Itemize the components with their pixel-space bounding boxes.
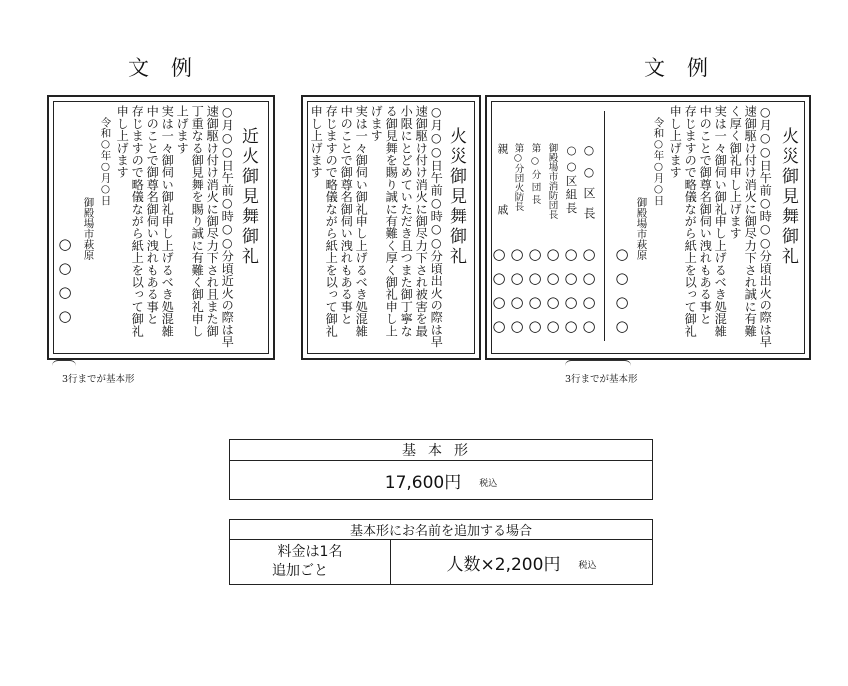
body-line: ○月○○日午前○時○○分頃出火の際は早	[429, 105, 444, 348]
price-additional-value: 人数×2,200円	[446, 554, 561, 575]
body-line: 申し上げます	[309, 105, 324, 179]
sample-title: 近火御見舞御礼	[238, 127, 258, 267]
body-line: 上げます	[175, 105, 190, 154]
org-names: ○○○○	[580, 245, 598, 341]
date-line: 令和○年○月○日	[99, 117, 112, 206]
body-line: ○月○○日午前○時○○分頃出火の際は早	[758, 105, 773, 348]
org-names: ○○○○	[508, 245, 526, 341]
org-names: ○○○○	[490, 245, 508, 341]
price-additional-label-line1: 料金は1名	[277, 544, 343, 561]
price-basic-tax: 税込	[479, 479, 498, 489]
price-additional-value-cell	[391, 540, 653, 585]
org-label: 第○分団火防長	[512, 143, 524, 211]
body-line: 中のことで御尊名御伺い洩れもある事と	[145, 105, 160, 325]
body-line: 小限にとどめていただき且つまた御丁寧な	[399, 105, 414, 337]
price-basic-value: 17,600円	[384, 472, 462, 493]
brace-left	[52, 360, 76, 367]
org-label: ○○区長	[582, 143, 596, 227]
body-line: く厚く御礼申し上げます	[728, 105, 743, 240]
name-placeholder: ○○○○	[613, 245, 631, 341]
org-names: ○○○○	[544, 245, 562, 341]
body-line: 存じますので略儀ながら紙上を以って御礼	[683, 105, 698, 337]
sample-title: 火災御見舞御礼	[778, 127, 798, 267]
price-additional-label-cell	[230, 540, 391, 585]
price-additional-header	[230, 520, 653, 540]
org-label: 親戚	[496, 143, 509, 265]
body-line: 申し上げます	[115, 105, 130, 179]
body-line: 中のことで御尊名御伺い洩れもある事と	[698, 105, 713, 325]
price-table-additional	[229, 519, 653, 585]
body-line: 中のことで御尊名御伺い洩れもある事と	[339, 105, 354, 325]
body-line: 速御駆け付け消火に御尽力下され且また御	[205, 105, 220, 337]
body-line: 実は一々御伺い御礼申し上げるべき処混雑	[713, 105, 728, 337]
org-label: 御殿場市消防団長	[546, 143, 558, 219]
org-names: ○○○○	[562, 245, 580, 341]
heading-left: 文例	[128, 56, 214, 80]
body-line: 丁重なる御見舞を賜り誠に有難く御礼申し	[190, 105, 205, 337]
body-line: 申し上げます	[668, 105, 683, 179]
price-additional-label-line2: 追加ごと	[272, 563, 328, 579]
body-line: 存じますので略儀ながら紙上を以って御礼	[324, 105, 339, 337]
price-additional-tax: 税込	[578, 561, 597, 571]
org-label: ○○区組長	[564, 143, 579, 216]
sample-title: 火災御見舞御礼	[446, 127, 466, 267]
sample-panel-kasai-org	[485, 95, 811, 360]
body-line: る御見舞を賜り誠に有難く厚く御礼申し上	[384, 105, 399, 337]
date-line: 令和○年○月○日	[652, 117, 665, 206]
heading-right: 文例	[644, 56, 730, 80]
body-line: 速御駆け付け消火に御尽力下され誠に有難	[743, 105, 758, 337]
note-left: 3行までが基本形	[62, 374, 135, 385]
note-right: 3行までが基本形	[565, 374, 638, 385]
price-basic-cell	[230, 461, 653, 500]
name-placeholder: ○○○○	[56, 235, 74, 331]
place-line: 御殿場市萩原	[82, 197, 95, 260]
sample-panel-kinka	[47, 95, 275, 360]
body-line: 実は一々御伺い御礼申し上げるべき処混雑	[354, 105, 369, 337]
body-line: 実は一々御伺い御礼申し上げるべき処混雑	[160, 105, 175, 337]
body-line: 速御駆け付け消火に御尽力下され被害を最	[414, 105, 429, 337]
body-line: げます	[369, 105, 384, 142]
body-line: 存じますので略儀ながら紙上を以って御礼	[130, 105, 145, 337]
price-basic-header-text: 基本形	[402, 443, 480, 459]
price-additional-header-text: 基本形にお名前を追加する場合	[349, 524, 532, 539]
brace-right	[565, 360, 631, 367]
org-names: ○○○○	[526, 245, 544, 341]
panel-divider-line	[604, 111, 605, 341]
place-line: 御殿場市萩原	[635, 197, 648, 260]
price-basic-header	[230, 440, 653, 461]
price-table-basic	[229, 439, 653, 500]
body-line: ○月○○日午前○時○○分頃近火の際は早	[220, 105, 235, 348]
sample-panel-kasai	[301, 95, 481, 360]
org-label: 第○分団長	[529, 143, 541, 207]
